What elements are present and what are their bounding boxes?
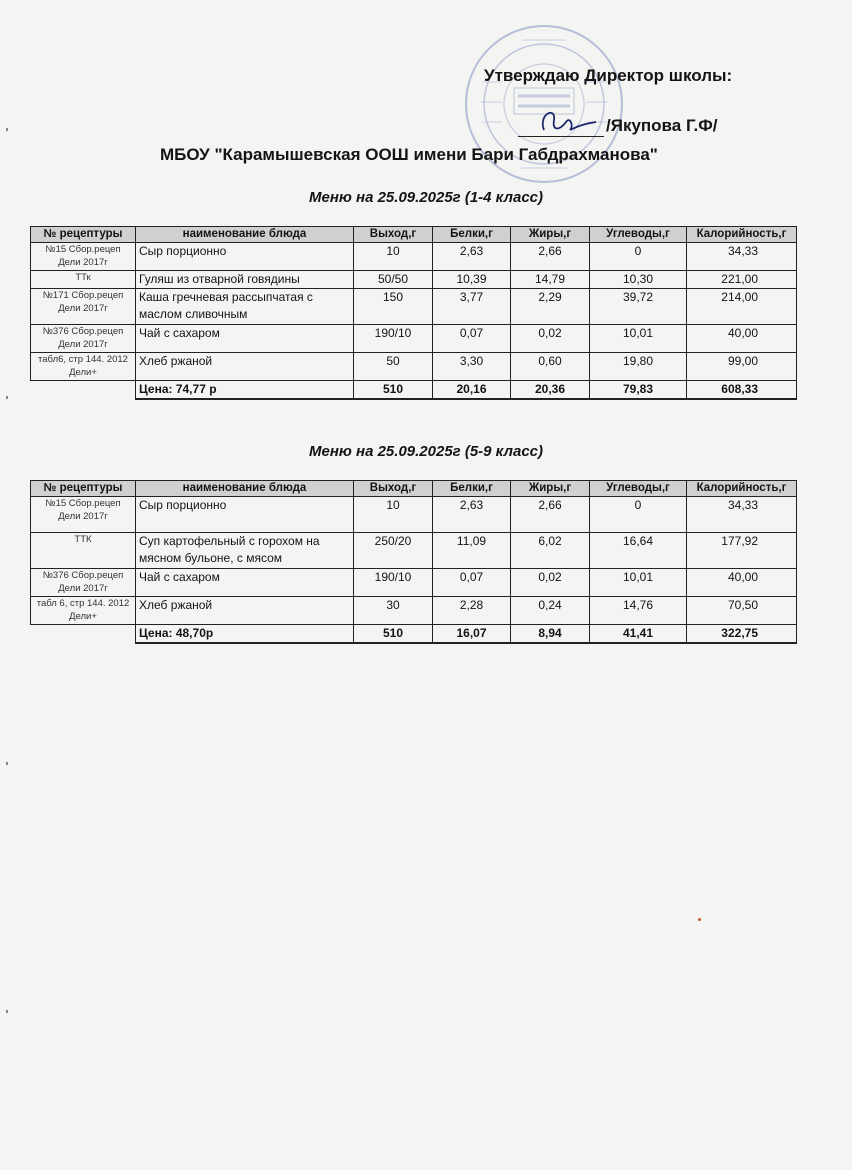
table-row xyxy=(31,325,797,353)
table-row xyxy=(31,569,797,597)
yield-value: 10 xyxy=(354,243,433,271)
col-recipe: № рецептуры xyxy=(31,227,136,243)
total-row xyxy=(31,625,797,644)
recipe-code: табл 6, стр 144. 2012 Дели+ xyxy=(31,597,136,625)
carbs-value: 0 xyxy=(590,243,687,271)
total-blank xyxy=(31,625,136,644)
protein-value: 3,77 xyxy=(433,289,511,325)
table-row xyxy=(31,271,797,289)
protein-value: 2,28 xyxy=(433,597,511,625)
total-blank xyxy=(31,381,136,400)
menu-table-1-4 xyxy=(30,226,797,400)
protein-value: 0,07 xyxy=(433,325,511,353)
yield-value: 10 xyxy=(354,497,433,533)
table-row xyxy=(31,533,797,569)
dish-name: Чай с сахаром xyxy=(136,325,354,353)
price: Цена: 48,70р xyxy=(136,625,354,644)
col-protein: Белки,г xyxy=(433,227,511,243)
table-header-row xyxy=(31,481,797,497)
fat-value: 0,02 xyxy=(511,569,590,597)
yield-value: 250/20 xyxy=(354,533,433,569)
approval-title: Утверждаю Директор школы: xyxy=(484,66,733,85)
fat-value: 0,60 xyxy=(511,353,590,381)
table-row xyxy=(31,597,797,625)
yield-value: 150 xyxy=(354,289,433,325)
col-yield: Выход,г xyxy=(354,227,433,243)
carbs-value: 39,72 xyxy=(590,289,687,325)
dish-name: Суп картофельный с горохом на мясном бульоне, с мясом xyxy=(136,533,354,569)
total-carbs: 79,83 xyxy=(590,381,687,400)
director-signature xyxy=(530,100,600,140)
protein-value: 3,30 xyxy=(433,353,511,381)
carbs-value: 14,76 xyxy=(590,597,687,625)
total-fat: 8,94 xyxy=(511,625,590,644)
yield-value: 50 xyxy=(354,353,433,381)
fat-value: 6,02 xyxy=(511,533,590,569)
yield-value: 50/50 xyxy=(354,271,433,289)
dish-name: Чай с сахаром xyxy=(136,569,354,597)
carbs-value: 16,64 xyxy=(590,533,687,569)
kcal-value: 34,33 xyxy=(687,497,797,533)
fat-value: 0,02 xyxy=(511,325,590,353)
total-fat: 20,36 xyxy=(511,381,590,400)
table-row xyxy=(31,497,797,533)
fat-value: 2,29 xyxy=(511,289,590,325)
col-carbs: Углеводы,г xyxy=(590,481,687,497)
carbs-value: 10,01 xyxy=(590,569,687,597)
col-yield: Выход,г xyxy=(354,481,433,497)
scan-edge-mark xyxy=(6,762,8,765)
scan-edge-mark xyxy=(6,128,8,131)
table-row xyxy=(31,353,797,381)
protein-value: 11,09 xyxy=(433,533,511,569)
yield-value: 190/10 xyxy=(354,569,433,597)
total-carbs: 41,41 xyxy=(590,625,687,644)
fat-value: 14,79 xyxy=(511,271,590,289)
school-name: МБОУ "Карамышевская ООШ имени Бари Габдрахманова" xyxy=(160,145,658,164)
table-header-row xyxy=(31,227,797,243)
dish-name: Хлеб ржаной xyxy=(136,597,354,625)
recipe-code: №376 Сбор.рецеп Дели 2017г xyxy=(31,325,136,353)
recipe-code: №376 Сбор.рецеп Дели 2017г xyxy=(31,569,136,597)
dish-name: Сыр порционно xyxy=(136,243,354,271)
fat-value: 2,66 xyxy=(511,497,590,533)
kcal-value: 70,50 xyxy=(687,597,797,625)
menu-title-1-4: Меню на 25.09.2025г (1-4 класс) xyxy=(308,189,544,206)
col-fat: Жиры,г xyxy=(511,481,590,497)
carbs-value: 10,30 xyxy=(590,271,687,289)
total-kcal: 608,33 xyxy=(687,381,797,400)
kcal-value: 214,00 xyxy=(687,289,797,325)
total-row xyxy=(31,381,797,400)
col-carbs: Углеводы,г xyxy=(590,227,687,243)
total-kcal: 322,75 xyxy=(687,625,797,644)
carbs-value: 0 xyxy=(590,497,687,533)
recipe-code: табл6, стр 144. 2012 Дели+ xyxy=(31,353,136,381)
kcal-value: 177,92 xyxy=(687,533,797,569)
signature-line xyxy=(518,136,604,137)
total-protein: 20,16 xyxy=(433,381,511,400)
scan-speck xyxy=(698,918,701,921)
dish-name: Каша гречневая рассыпчатая с маслом сливочным xyxy=(136,289,354,325)
menu-title-5-9: Меню на 25.09.2025г (5-9 класс) xyxy=(308,443,544,460)
scan-edge-mark xyxy=(6,396,8,399)
recipe-code: №171 Сбор.рецеп Дели 2017г xyxy=(31,289,136,325)
col-kcal: Калорийность,г xyxy=(687,481,797,497)
carbs-value: 19,80 xyxy=(590,353,687,381)
kcal-value: 34,33 xyxy=(687,243,797,271)
dish-name: Сыр порционно xyxy=(136,497,354,533)
kcal-value: 40,00 xyxy=(687,569,797,597)
protein-value: 0,07 xyxy=(433,569,511,597)
recipe-code: ТТК xyxy=(31,533,136,569)
kcal-value: 40,00 xyxy=(687,325,797,353)
recipe-code: №15 Сбор.рецеп Дели 2017г xyxy=(31,243,136,271)
menu-table-5-9 xyxy=(30,480,797,644)
total-yield: 510 xyxy=(354,381,433,400)
recipe-code: ТТк xyxy=(31,271,136,289)
recipe-code: №15 Сбор.рецеп Дели 2017г xyxy=(31,497,136,533)
table-row xyxy=(31,243,797,271)
protein-value: 2,63 xyxy=(433,497,511,533)
fat-value: 2,66 xyxy=(511,243,590,271)
col-dish: наименование блюда xyxy=(136,481,354,497)
fat-value: 0,24 xyxy=(511,597,590,625)
yield-value: 30 xyxy=(354,597,433,625)
total-protein: 16,07 xyxy=(433,625,511,644)
col-fat: Жиры,г xyxy=(511,227,590,243)
kcal-value: 221,00 xyxy=(687,271,797,289)
col-recipe: № рецептуры xyxy=(31,481,136,497)
scan-edge-mark xyxy=(6,1010,8,1013)
protein-value: 2,63 xyxy=(433,243,511,271)
col-kcal: Калорийность,г xyxy=(687,227,797,243)
carbs-value: 10,01 xyxy=(590,325,687,353)
dish-name: Гуляш из отварной говядины xyxy=(136,271,354,289)
table-row xyxy=(31,289,797,325)
col-protein: Белки,г xyxy=(433,481,511,497)
price: Цена: 74,77 р xyxy=(136,381,354,400)
total-yield: 510 xyxy=(354,625,433,644)
dish-name: Хлеб ржаной xyxy=(136,353,354,381)
kcal-value: 99,00 xyxy=(687,353,797,381)
protein-value: 10,39 xyxy=(433,271,511,289)
col-dish: наименование блюда xyxy=(136,227,354,243)
approval-signatory: /Якупова Г.Ф/ xyxy=(606,116,718,135)
yield-value: 190/10 xyxy=(354,325,433,353)
